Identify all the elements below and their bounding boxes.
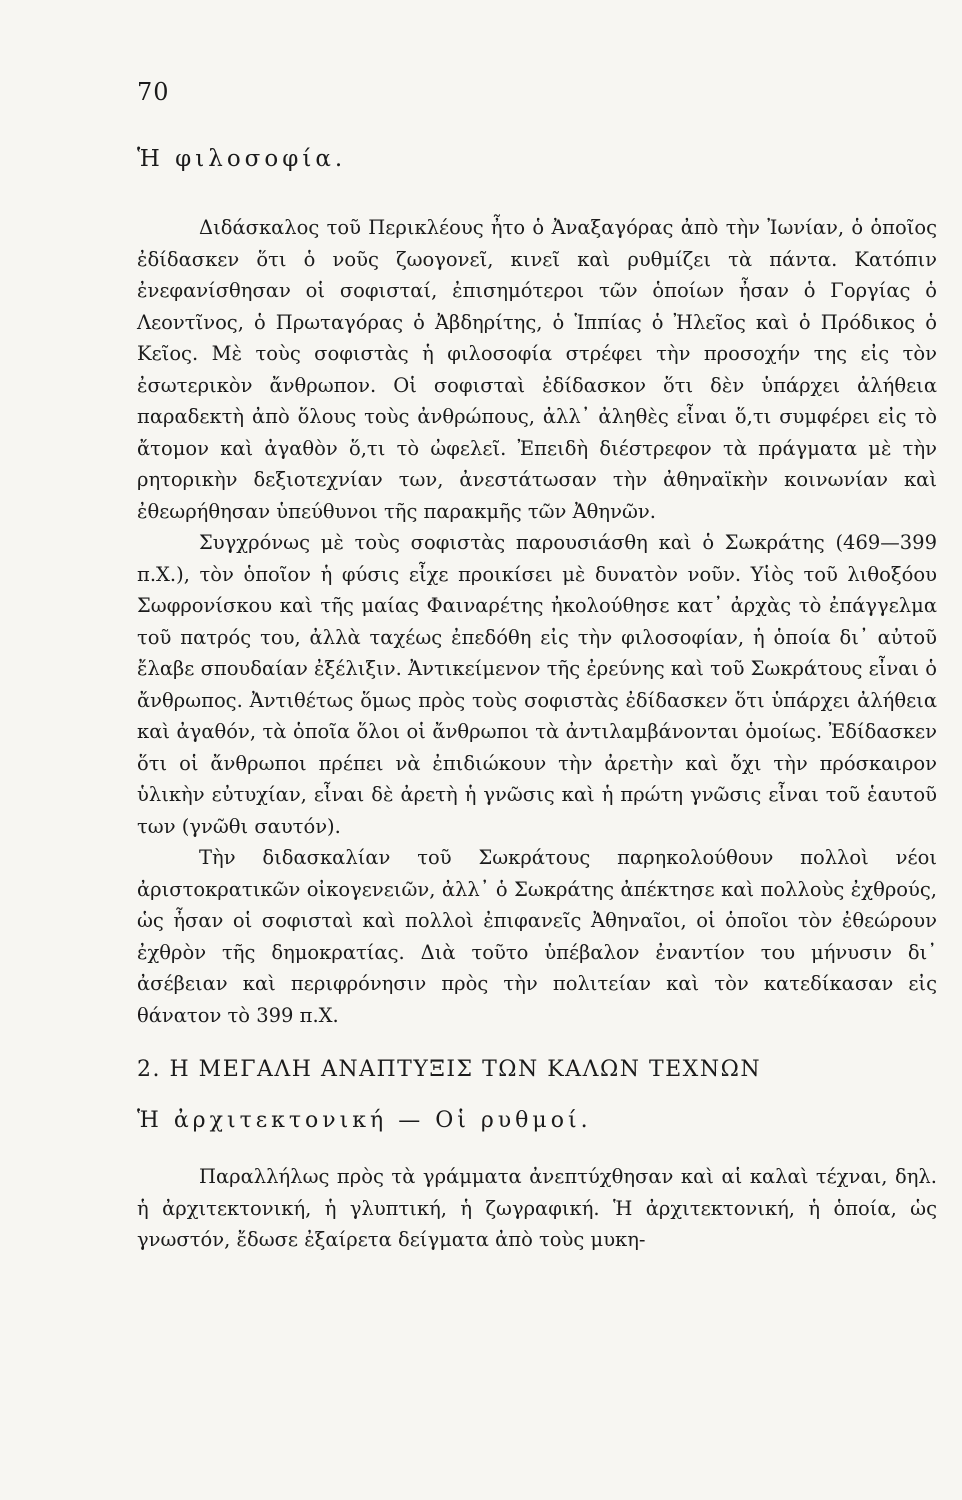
paragraph: Τὴν διδασκαλίαν τοῦ Σωκράτους παρηκολούθουν πολλοὶ νέοι ἀριστοκρατικῶν οἰκογενειῶν, ἀλλ᾽ ὁ Σωκράτης ἀπέκτησε καὶ πολλοὺς ἐχθρούς, ὡς ἦσαν οἱ σοφισταὶ καὶ πολλοὶ ἐπιφανεῖς Ἀθηναῖοι, οἱ ὁποῖοι τὸν ἐθεώρουν ἐχθρὸν τῆς δημοκρατίας. Διὰ τοῦτο ὑπέβαλον ἐναντίον του μήνυσιν δι᾽ ἀσέβειαν καὶ περιφρόνησιν πρὸς τὴν πολιτείαν καὶ τὸν κατεδίκασαν εἰς θάνατον τὸ 399 π.Χ. (137, 846, 937, 1027)
page-number: 70 (137, 78, 170, 106)
paragraph: Διδάσκαλος τοῦ Περικλέους ἦτο ὁ Ἀναξαγόρας ἀπὸ τὴν Ἰωνίαν, ὁ ὁποῖος ἐδίδασκεν ὅτι ὁ νοῦς ζωογονεῖ, κινεῖ καὶ ρυθμίζει τὰ πάντα. Κατόπιν ἐνεφανίσθησαν οἱ σοφισταί, ἐπισημότεροι τῶν ὁποίων ἦσαν ὁ Γοργίας ὁ Λεοντῖνος, ὁ Πρωταγόρας ὁ Ἀβδηρίτης, ὁ Ἱππίας ὁ Ἠλεῖος καὶ ὁ Πρόδικος ὁ Κεῖος. Μὲ τοὺς σοφιστὰς ἡ φιλοσοφία στρέφει τὴν προσοχήν της εἰς τὸν ἐσωτερικὸν ἄνθρωπον. Οἱ σοφισταὶ ἐδίδασκον ὅτι δὲν ὑπάρχει ἀλήθεια παραδεκτὴ ἀπὸ ὅλους τοὺς ἀνθρώπους, ἀλλ᾽ ἀληθὲς εἶναι ὅ,τι συμφέρει εἰς τὸ ἄτομον καὶ ἀγαθὸν ὅ,τι τὸ ὠφελεῖ. Ἐπειδὴ διέστρεφον τὰ πράγματα μὲ τὴν ρητορικὴν δεξιοτεχνίαν των, ἀνεστάτωσαν τὴν ἀθηναϊκὴν κοινωνίαν καὶ ἐθεωρήθησαν ὑπεύθυνοι τῆς παρακμῆς τῶν Ἀθηνῶν. (137, 216, 937, 523)
subheading: Ἡ ἀρχιτεκτονική — Οἱ ρυθμοί. (137, 1108, 592, 1133)
book-page (137, 78, 937, 1256)
paragraph: Συγχρόνως μὲ τοὺς σοφιστὰς παρουσιάσθη καὶ ὁ Σωκράτης (469—399 π.Χ.), τὸν ὁποῖον ἡ φύσις εἶχε προικίσει μὲ δυνατὸν νοῦν. Υἱὸς τοῦ λιθοξόου Σωφρονίσκου καὶ τῆς μαίας Φαιναρέτης ἠκολούθησε κατ᾽ ἀρχὰς τὸ ἐπάγγελμα τοῦ πατρός του, ἀλλὰ ταχέως ἐπεδόθη εἰς τὴν φιλοσοφίαν, ἡ ὁποία δι᾽ αὐτοῦ ἔλαβε σπουδαίαν ἐξέλιξιν. Ἀντικείμενον τῆς ἐρεύνης καὶ τοῦ Σωκράτους εἶναι ὁ ἄνθρωπος. Ἀντιθέτως ὅμως πρὸς τοὺς σοφιστὰς ἐδίδασκεν ὅτι ὑπάρχει ἀλήθεια καὶ ἀγαθόν, τὰ ὁποῖα ὅλοι οἱ ἄνθρωποι τὰ ἀντιλαμβάνονται ὁμοίως. Ἐδίδασκεν ὅτι οἱ ἄνθρωποι πρέπει νὰ ἐπιδιώκουν τὴν ἀρετὴν καὶ ὄχι τὴν πρόσκαιρον ὑλικὴν εὐτυχίαν, εἶναι δὲ ἀρετὴ ἡ γνῶσις καὶ ἡ πρώτη γνῶσις εἶναι τοῦ ἑαυτοῦ των (γνῶθι σαυτόν). (137, 531, 938, 838)
paragraph: Παραλλήλως πρὸς τὰ γράμματα ἀνεπτύχθησαν καὶ αἱ καλαὶ τέχναι, δηλ. ἡ ἀρχιτεκτονική, ἡ γλυπτική, ἡ ζωγραφική. Ἡ ἀρχιτεκτονική, ἡ ὁποία, ὡς γνωστόν, ἔδωσε ἐξαίρετα δείγματα ἀπὸ τοὺς μυκη- (137, 1165, 937, 1251)
chapter-heading: 2. Η ΜΕΓΑΛΗ ΑΝΑΠΤΥΞΙΣ ΤΩΝ ΚΑΛΩΝ ΤΕΧΝΩΝ (137, 1057, 762, 1082)
section-heading: Ἡ φιλοσοφία. (137, 146, 347, 172)
